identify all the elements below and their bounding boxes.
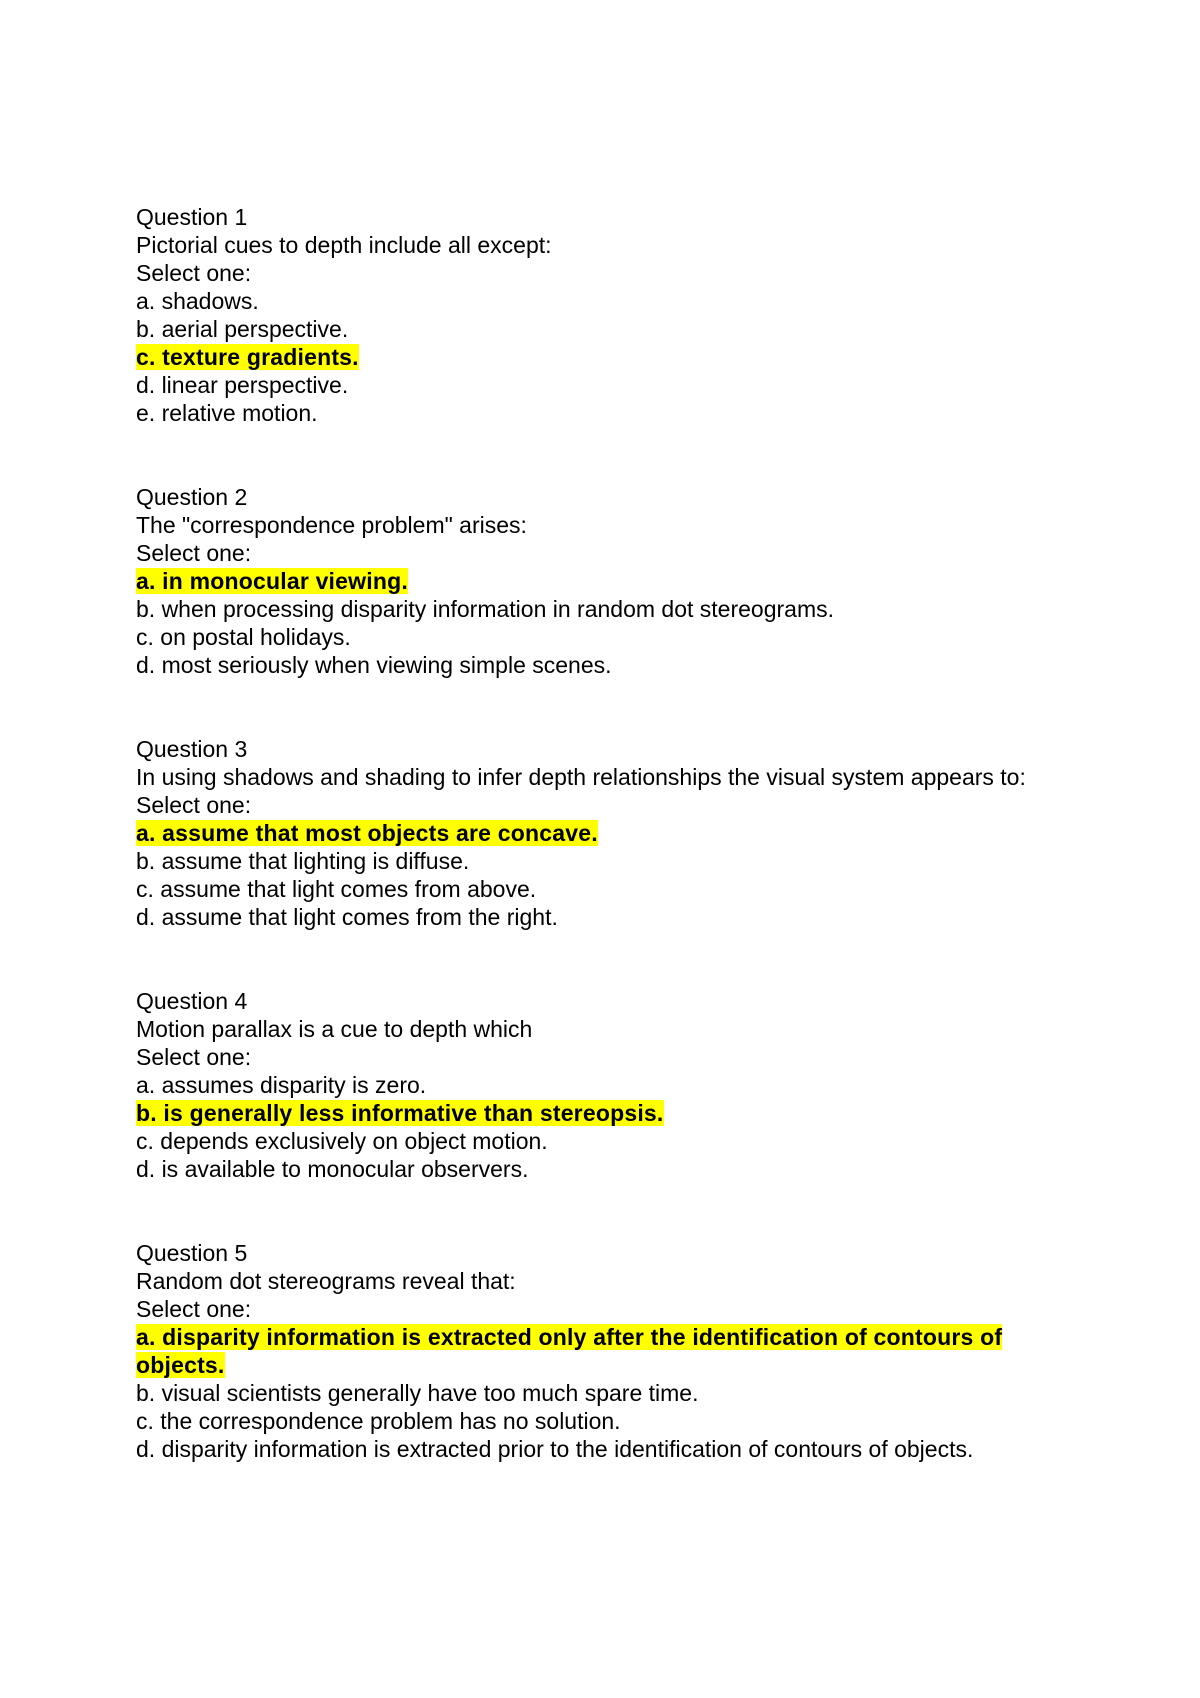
option-c: [136, 1407, 1076, 1435]
option-text: b. assume that lighting is diffuse.: [136, 848, 470, 874]
option-a: [136, 287, 1076, 315]
select-label: Select one:: [136, 260, 252, 286]
document-page: [136, 203, 1076, 1519]
select-label: Select one:: [136, 792, 252, 818]
question-text: The "correspondence problem" arises:: [136, 512, 527, 538]
question-title: Question 2: [136, 484, 248, 510]
option-text: b. visual scientists generally have too much spare time.: [136, 1380, 699, 1406]
option-text: d. is available to monocular observers.: [136, 1156, 529, 1182]
option-c: [136, 343, 1076, 371]
option-text: c. depends exclusively on object motion.: [136, 1128, 548, 1154]
option-text: d. assume that light comes from the right.: [136, 904, 558, 930]
option-a: [136, 1071, 1076, 1099]
highlighted-answer: a. in monocular viewing.: [136, 568, 408, 594]
select-label: Select one:: [136, 1296, 252, 1322]
option-text: d. most seriously when viewing simple scenes.: [136, 652, 612, 678]
option-d: [136, 651, 1076, 679]
option-b: [136, 847, 1076, 875]
option-d: [136, 1155, 1076, 1183]
option-d: [136, 1435, 1076, 1463]
highlighted-answer: a. disparity information is extracted only after the identification of contours of objects.: [136, 1324, 1003, 1378]
question-3: [136, 735, 1076, 931]
option-c: [136, 623, 1076, 651]
highlighted-answer: b. is generally less informative than stereopsis.: [136, 1100, 664, 1126]
option-c: [136, 1127, 1076, 1155]
question-text: In using shadows and shading to infer depth relationships the visual system appears to:: [136, 764, 1026, 790]
highlighted-answer: c. texture gradients.: [136, 344, 359, 370]
option-text: d. disparity information is extracted prior to the identification of contours of objects.: [136, 1436, 974, 1462]
option-d: [136, 371, 1076, 399]
question-title: Question 4: [136, 988, 248, 1014]
question-4: [136, 987, 1076, 1183]
question-2: [136, 483, 1076, 679]
question-text: Random dot stereograms reveal that:: [136, 1268, 516, 1294]
option-a: [136, 819, 1076, 847]
question-title: Question 5: [136, 1240, 248, 1266]
option-b: [136, 1099, 1076, 1127]
option-text: b. when processing disparity information in random dot stereograms.: [136, 596, 835, 622]
option-text: d. linear perspective.: [136, 372, 349, 398]
option-d: [136, 903, 1076, 931]
option-b: [136, 1379, 1076, 1407]
question-text: Motion parallax is a cue to depth which: [136, 1016, 533, 1042]
option-c: [136, 875, 1076, 903]
option-text: c. assume that light comes from above.: [136, 876, 537, 902]
option-a: [136, 567, 1076, 595]
highlighted-answer: a. assume that most objects are concave.: [136, 820, 598, 846]
select-label: Select one:: [136, 540, 252, 566]
question-1: [136, 203, 1076, 427]
select-label: Select one:: [136, 1044, 252, 1070]
question-title: Question 1: [136, 204, 248, 230]
option-a: [136, 1323, 1076, 1379]
option-text: c. the correspondence problem has no solution.: [136, 1408, 621, 1434]
option-text: c. on postal holidays.: [136, 624, 351, 650]
option-text: e. relative motion.: [136, 400, 318, 426]
option-e: [136, 399, 1076, 427]
option-text: b. aerial perspective.: [136, 316, 349, 342]
option-b: [136, 595, 1076, 623]
question-title: Question 3: [136, 736, 248, 762]
question-text: Pictorial cues to depth include all except:: [136, 232, 552, 258]
question-5: [136, 1239, 1076, 1463]
option-b: [136, 315, 1076, 343]
option-text: a. assumes disparity is zero.: [136, 1072, 427, 1098]
option-text: a. shadows.: [136, 288, 259, 314]
